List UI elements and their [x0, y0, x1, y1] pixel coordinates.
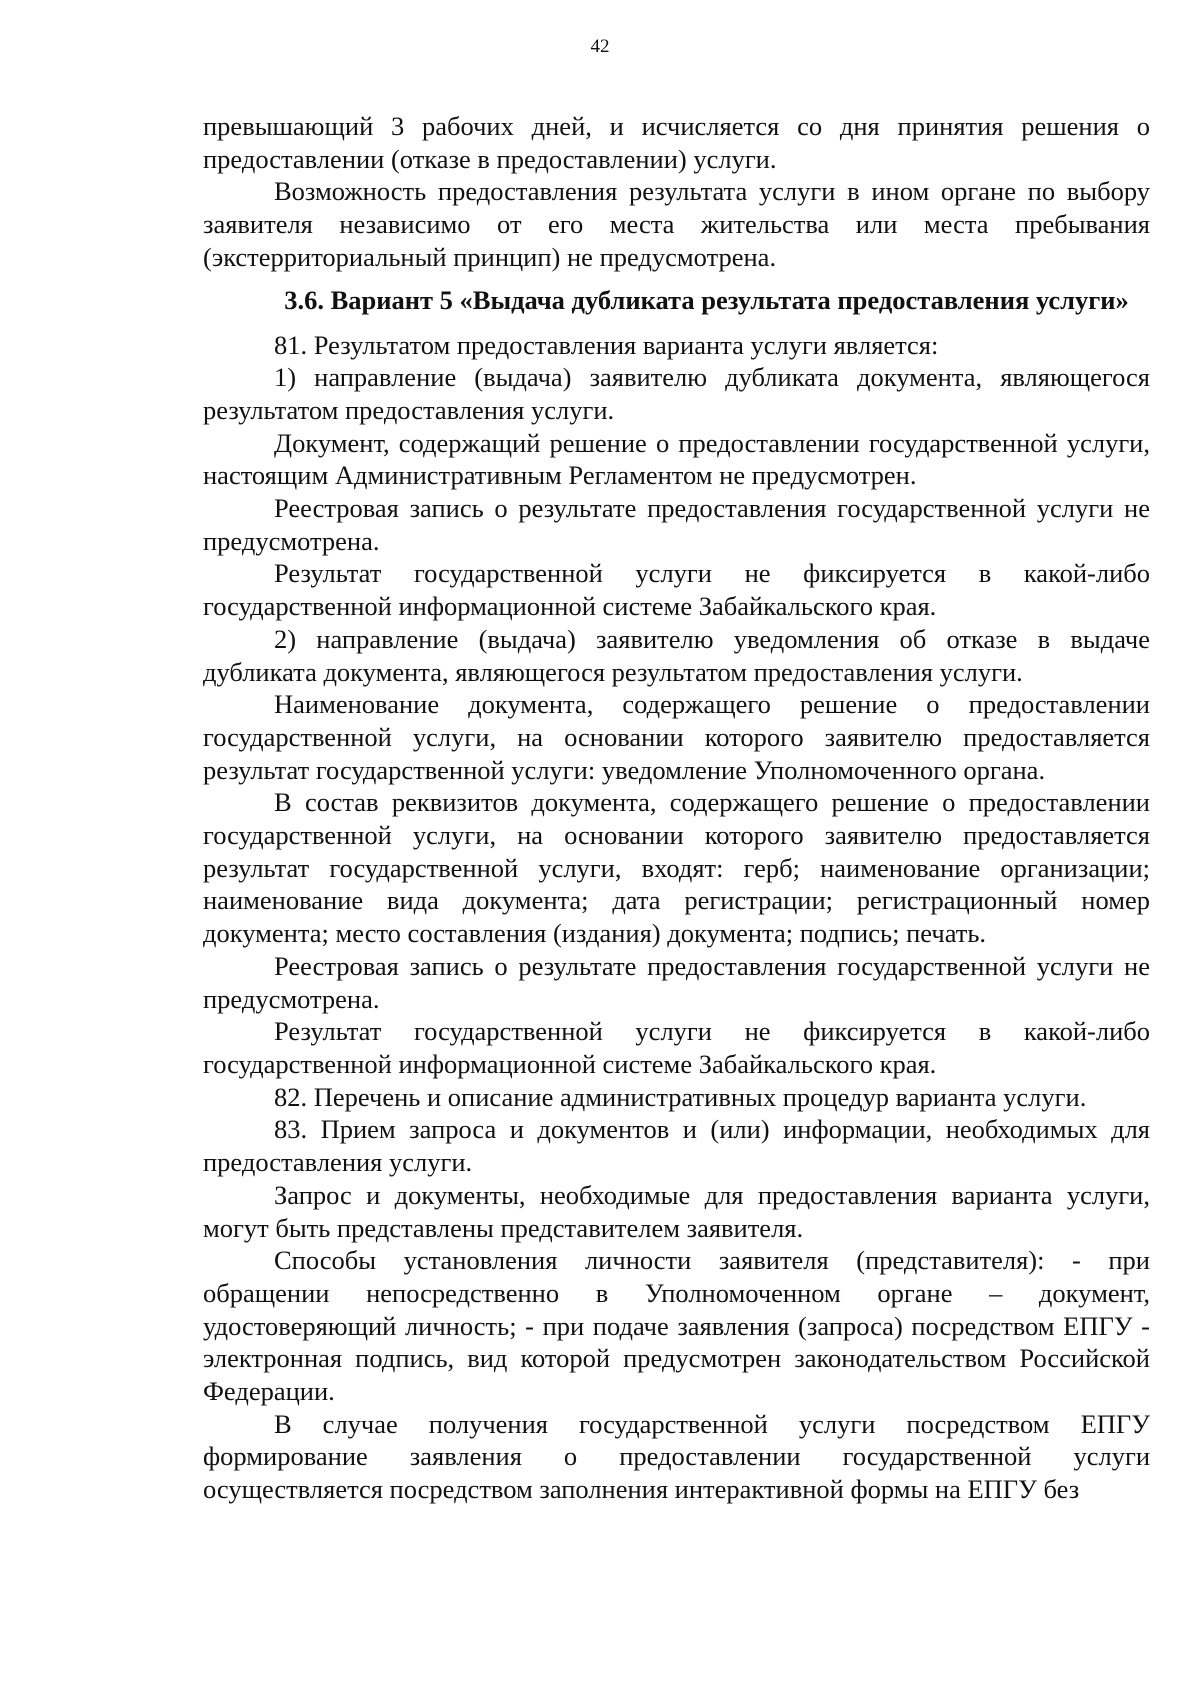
- paragraph: Реестровая запись о результате предоставления государственной услуги не предусмотрена.: [203, 493, 1150, 556]
- paragraph: В случае получения государственной услуги посредством ЕПГУ формирование заявления о предоставлении государственной услуги осуществляется посредством заполнения интерактивной формы на ЕПГУ без: [203, 1408, 1150, 1505]
- document-body: [203, 110, 1150, 1506]
- paragraph: 81. Результатом предоставления варианта услуги является:: [274, 329, 939, 360]
- paragraph: В состав реквизитов документа, содержащего решение о предоставлении государственной услуги, на основании которого заявителю предоставляется результат государственной услуги, входят: герб; наименование организации; наименование вида документа; дата регистрации; регистрационный номер документа; место составления (издания) документа; подпись; печать.: [203, 787, 1150, 949]
- paragraph: Реестровая запись о результате предоставления государственной услуги не предусмотрена.: [203, 950, 1150, 1014]
- section-heading: 3.6. Вариант 5 «Выдача дубликата результата предоставления услуги»: [284, 284, 1129, 315]
- paragraph: Документ, содержащий решение о предоставлении государственной услуги, настоящим Административным Регламентом не предусмотрен.: [203, 427, 1150, 491]
- paragraph: 83. Прием запроса и документов и (или) информации, необходимых для предоставления услуги.: [203, 1114, 1150, 1178]
- paragraph: превышающий 3 рабочих дней, и исчисляется со дня принятия решения о предоставлении (отказе в предоставлении) услуги.: [203, 111, 1150, 174]
- paragraph: Наименование документа, содержащего решение о предоставлении государственной услуги, на основании которого заявителю предоставляется результат государственной услуги: уведомление Уполномоченного органа.: [203, 689, 1150, 785]
- paragraph: Запрос и документы, необходимые для предоставления варианта услуги, могут быть представлены представителем заявителя.: [203, 1179, 1150, 1243]
- paragraph: Результат государственной услуги не фиксируется в какой-либо государственной информационной системе Забайкальского края.: [203, 1016, 1150, 1079]
- paragraph: 2) направление (выдача) заявителю уведомления об отказе в выдаче дубликата документа, являющегося результатом предоставления услуги.: [203, 623, 1150, 687]
- paragraph: Способы установления личности заявителя (представителя): - при обращении непосредственно в Уполномоченном органе – документ, удостоверяющий личность; - при подаче заявления (запроса) посредством ЕПГУ - электронная подпись, вид которой предусмотрен законодательством Российской Федерации.: [203, 1245, 1150, 1407]
- paragraph: Результат государственной услуги не фиксируется в какой-либо государственной информационной системе Забайкальского края.: [203, 558, 1150, 622]
- paragraph: Возможность предоставления результата услуги в ином органе по выбору заявителя независимо от его места жительства или места пребывания (экстерриториальный принцип) не предусмотрена.: [203, 176, 1150, 272]
- paragraph: 82. Перечень и описание административных процедур варианта услуги.: [274, 1081, 1087, 1112]
- paragraph: 1) направление (выдача) заявителю дубликата документа, являющегося результатом предоставления услуги.: [203, 362, 1150, 425]
- page-number: 42: [590, 36, 610, 57]
- paragraphs-before-heading: [203, 110, 1150, 274]
- paragraphs-after-heading: [203, 329, 1150, 1506]
